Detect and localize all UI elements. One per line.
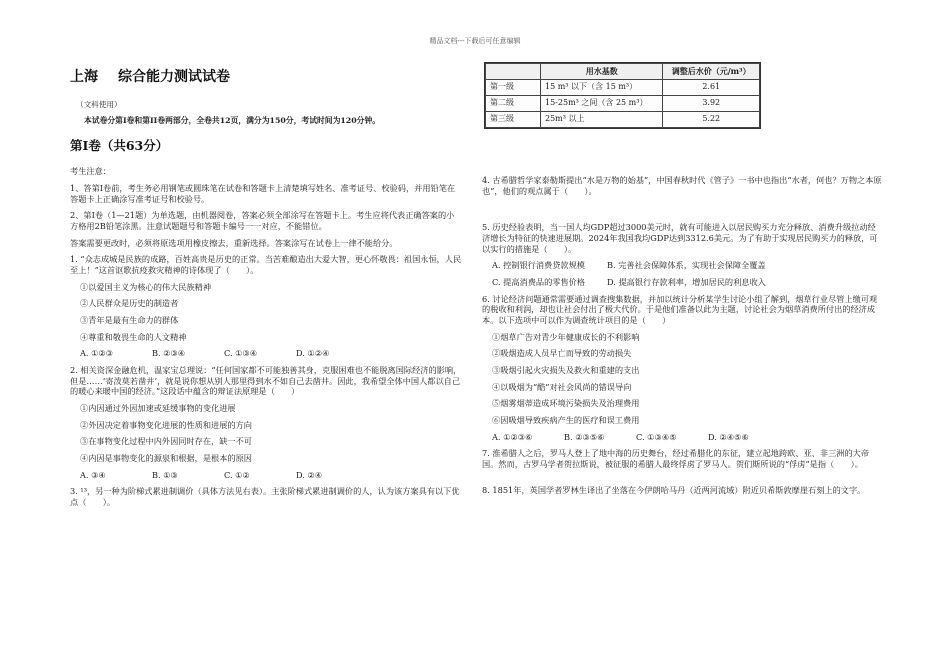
subtitle: （文科使用） bbox=[76, 100, 122, 110]
q6-item: ⑥因吸烟导致疾病产生的医疗和误工费用 bbox=[492, 414, 640, 425]
table-cell: 第一级 bbox=[486, 80, 541, 96]
q1-item: ②人民群众是历史的制造者 bbox=[80, 298, 179, 309]
table-row bbox=[486, 112, 760, 128]
q6-stem: 6. 讨论经济问题通常需要通过调查搜集数据，并加以统计分析某学生讨论小组了解到，烟草行业尽管上缴可观的税收和利润，却也让社会付出了极大代价。于是他们准备以此为主题，讨论社会为烟草消费所付出的经济成本。以下选项中可以作为调查统计项目的是（ ） bbox=[482, 293, 878, 325]
q2-option-d[interactable]: D. ②④ bbox=[296, 469, 323, 480]
q6-item: ①烟草广告对青少年健康成长的不利影响 bbox=[492, 331, 640, 342]
q6-options bbox=[492, 432, 882, 443]
q5-option-a[interactable]: A. 控制银行消费贷款规模 bbox=[492, 260, 585, 271]
q1-option-a[interactable]: A. ①②③ bbox=[80, 348, 114, 359]
q6-option-c[interactable]: C. ①③④⑤ bbox=[636, 431, 677, 442]
q5-stem: 5. 历史经验表明，当一国人均GDP超过3000美元时，就有可能进入以居民购买力充分释放、消费升级拉动经济增长为特征的快速进展期。2024年我国我均GDP达到3312.6美元。为了有助于实现居民购买力的释放，可以实行的措施是（ ）。 bbox=[482, 222, 878, 254]
instruction-2b: 答案需要更改时，必须将原选项用橡皮擦去，重新选择。答案涂写在试卷上一律不能给分。 bbox=[70, 237, 398, 248]
q7-stem: 7. 淮希腊人之后，罗马人登上了地中海的历史舞台，经过希腊化的东征，建立起地跨欧、亚、非三洲的大帝国。然而，古罗马学者贺拉斯说，被征服的希腊人最终俘虏了罗马人。贺们斯所说的“俘虏”是指（ ）。 bbox=[482, 448, 870, 469]
q1-item: ④尊重和敬畏生命的人文精神 bbox=[80, 331, 187, 342]
table-cell: 第三级 bbox=[486, 112, 541, 128]
q2-item: ①内因通过外因加速或延缓事物的变化进展 bbox=[80, 402, 236, 413]
q5-option-d[interactable]: D. 提高银行存款利率，增加居民的利息收入 bbox=[607, 276, 766, 287]
table-cell: 2.61 bbox=[663, 80, 760, 96]
page-header: 精品文档---下载后可任意编辑 bbox=[429, 37, 521, 45]
q1-stem: 1. “众志成城是民族的成路，百姓高贵是历史的正常。当苦难酿造出大爱大智，更心怀敬畏：祖国永恒，人民至上！”这首讴歌抗疫救灾精神的诗体现了（ ）。 bbox=[70, 254, 462, 276]
exam-notice: 本试卷分第I卷和第II卷两部分，全卷共12页，满分为150分，考试时间为120分钟。 bbox=[84, 116, 381, 126]
q6-item: ⑤烟雾烟蒂造成环境污染损失及治理费用 bbox=[492, 398, 640, 409]
q2-option-b[interactable]: B. ①③ bbox=[152, 469, 178, 480]
q2-item: ②外因决定着事物变化进展的性质和进展的方向 bbox=[80, 419, 252, 430]
q2-option-c[interactable]: C. ①② bbox=[224, 469, 250, 480]
q4-stem: 4. 古希腊哲学家泰勒斯提出“水是万物的始基”，中国春秋时代《管子》一书中也指出“水者，何也？万物之本原也”，他们的观点属于（ ）。 bbox=[482, 175, 882, 196]
left-column bbox=[70, 66, 462, 514]
q5-option-c[interactable]: C. 提高消费品的零售价格 bbox=[492, 276, 586, 287]
q2-item: ③在事物变化过程中内外因同时存在，缺一不可 bbox=[80, 436, 252, 447]
instruction-1: 1、答第I卷前，考生务必用钢笔或圆珠笔在试卷和答题卡上清楚填写姓名、准考证号、校验码，并用铅笔在答题卡上正确涂写准考证号和校验号。 bbox=[70, 183, 456, 204]
q1-option-b[interactable]: B. ②③④ bbox=[152, 348, 186, 359]
q6-item: ③吸烟引起火灾损失及救火和重建的支出 bbox=[492, 364, 640, 375]
table-cell: 5.22 bbox=[663, 112, 760, 128]
q2-stem: 2. 相关资深金融危机，温家宝总理说：“任何国家都不可能独善其身，克服困难也不能脱离国际经济的影响，但是……‘寄泼莫若凿井’，就是说你想从别人那里得到水不如自己去凿井。因此，我希望全体中国人都以自己的暖心来暖中国的经济。”这段话中蕴含的辩证法原理是（ ） bbox=[70, 364, 462, 397]
q1-options bbox=[80, 348, 462, 359]
table-cell: 3.92 bbox=[663, 96, 760, 112]
table-row bbox=[486, 80, 760, 96]
table-cell: 第二级 bbox=[486, 96, 541, 112]
q2-option-a[interactable]: A. ③④ bbox=[80, 469, 106, 480]
q6-item: ②吸烟造成人员早亡而导致的劳动损失 bbox=[492, 348, 632, 359]
q8-stem: 8. 1851年，英国学者罗林生译出了坐落在今伊朗哈马丹（近两河流域）附近贝希斯敦摩崖石刻上的文字。 bbox=[482, 485, 866, 496]
q6-option-a[interactable]: A. ①②③⑥ bbox=[492, 431, 533, 442]
table-header-cell: 调整后水价（元/m³） bbox=[663, 64, 760, 80]
right-column bbox=[482, 62, 882, 502]
title-region: 上海 bbox=[70, 69, 98, 85]
q1-item: ③青年是最有生命力的群体 bbox=[80, 314, 179, 325]
q6-option-b[interactable]: B. ②③⑤⑥ bbox=[564, 431, 605, 442]
section-heading: 第I卷（共63分） bbox=[70, 138, 169, 154]
instructions-heading: 考生注意： bbox=[70, 166, 111, 177]
table-cell: 25m³ 以上 bbox=[541, 112, 663, 128]
exam-title bbox=[70, 68, 462, 86]
instruction-2a: 2、第I卷（1—21题）为单选题，由机器阅卷，答案必须全部涂写在答题卡上。考生应将代表正确答案的小方格用2B铅笔涂黑。注意试题题号和答题卡编号一一对应，不能错位。 bbox=[70, 210, 455, 232]
q5-option-b[interactable]: B. 完善社会保障体系，实现社会保障全覆盖 bbox=[607, 260, 766, 271]
q6-item: ④以吸烟为“酷”对社会风尚的错误导向 bbox=[492, 381, 632, 392]
q2-item: ④内因是事物变化的源泉和根据，是根本的原因 bbox=[80, 452, 252, 463]
table-cell: 15 m³ 以下（含 15 m³） bbox=[541, 80, 663, 96]
water-price-table bbox=[484, 62, 761, 129]
title-name: 综合能力测试试卷 bbox=[118, 69, 230, 85]
q1-item: ①以爱国主义为核心的伟大民族精神 bbox=[80, 281, 212, 292]
table-header-row bbox=[486, 64, 760, 80]
q1-option-c[interactable]: C. ①③④ bbox=[224, 348, 258, 359]
q5-options-row2 bbox=[492, 277, 882, 288]
q5-options-row1 bbox=[492, 260, 882, 271]
table-cell: 15-25m³ 之间（含 25 m³） bbox=[541, 96, 663, 112]
q3-stem: 3. ¹³，另一种为阶梯式累进制调价（具体方法见右表）。主张阶梯式累进制调价的人，认为该方案具有以下优点（ ）。 bbox=[70, 486, 460, 507]
table-header-cell bbox=[486, 64, 541, 80]
q2-options bbox=[80, 470, 462, 481]
table-header-cell: 用水基数 bbox=[541, 64, 663, 80]
q6-option-d[interactable]: D. ②④⑤⑥ bbox=[708, 431, 749, 442]
table-row bbox=[486, 96, 760, 112]
q1-option-d[interactable]: D. ①②④ bbox=[296, 348, 330, 359]
